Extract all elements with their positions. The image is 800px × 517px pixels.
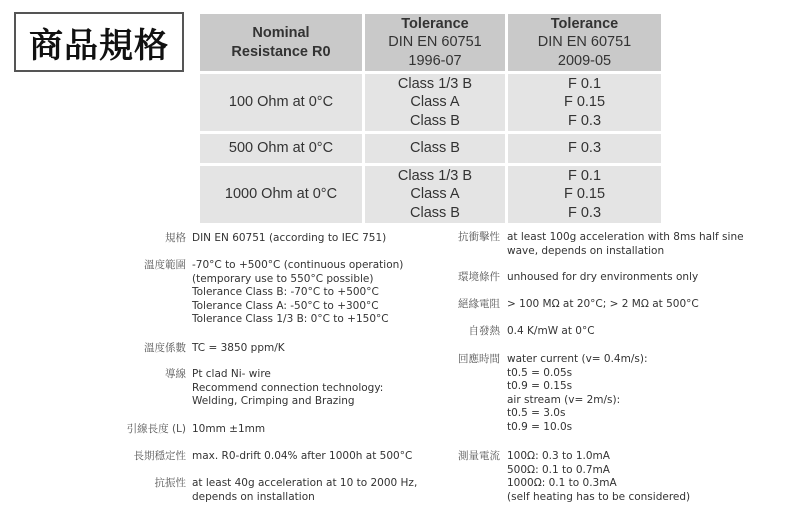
spec-value: water current (v= 0.4m/s): t0.5 = 0.05s t0.9 = 0.15s air stream (v= 2m/s): t0.5 = 3.0s t0.9 = 10.0s: [507, 353, 648, 433]
spec-value: unhoused for dry environments only: [507, 271, 699, 283]
spec-value: DIN EN 60751 (according to IEC 751): [192, 232, 387, 244]
spec-label: 測量電流: [458, 450, 500, 462]
spec-label: 規格: [165, 232, 186, 244]
spec-label: 抗衝擊性: [458, 231, 500, 243]
spec-label: 引線長度 (L): [126, 423, 186, 435]
tolerance-2009-cell: F 0.1 F 0.15 F 0.3: [508, 74, 661, 131]
table-row: [200, 74, 664, 131]
resistance-cell: 1000 Ohm at 0°C: [200, 166, 362, 223]
resistance-tolerance-table: [200, 14, 664, 226]
table-header-row: [200, 14, 664, 71]
spec-label: 回應時間: [458, 353, 500, 365]
spec-value: -70°C to +500°C (continuous operation) (temporary use to 550°C possible) Tolerance Class B: -70°C to +500°C Tolerance Class A: -50°C to +300°C Tolerance Class 1/3 B: 0°C to +150°C: [192, 259, 404, 325]
tolerance-1996-cell: Class B: [365, 134, 505, 163]
tolerance-1996-cell: Class 1/3 B Class A Class B: [365, 166, 505, 223]
spec-label: 溫度範圍: [144, 259, 186, 271]
resistance-cell: 500 Ohm at 0°C: [200, 134, 362, 163]
spec-label: 導線: [165, 368, 186, 380]
tolerance-2009-cell: F 0.3: [508, 134, 661, 163]
spec-value: at least 40g acceleration at 10 to 2000 Hz, depends on installation: [192, 477, 418, 503]
header-tolerance-1996: Tolerance DIN EN 60751 1996-07: [365, 14, 505, 71]
spec-label: 絕緣電阻: [458, 298, 500, 310]
header-tolerance-2009: Tolerance DIN EN 60751 2009-05: [508, 14, 661, 71]
resistance-cell: 100 Ohm at 0°C: [200, 74, 362, 131]
spec-label: 長期穩定性: [133, 450, 186, 462]
spec-value: 0.4 K/mW at 0°C: [507, 325, 595, 337]
spec-value: 100Ω: 0.3 to 1.0mA 500Ω: 0.1 to 0.7mA 1000Ω: 0.1 to 0.3mA (self heating has to be considered): [507, 450, 691, 503]
spec-label: 自發熱: [468, 325, 500, 337]
tolerance-2009-cell: F 0.1 F 0.15 F 0.3: [508, 166, 661, 223]
table-row: [200, 134, 664, 163]
header-nominal-resistance: Nominal Resistance R0: [200, 14, 362, 71]
spec-label: 環境條件: [458, 271, 500, 283]
spec-value: 10mm ±1mm: [192, 423, 266, 435]
spec-value: > 100 MΩ at 20°C; > 2 MΩ at 500°C: [507, 298, 699, 310]
spec-label: 抗振性: [154, 477, 186, 489]
spec-label: 溫度係數: [144, 342, 186, 354]
spec-value: Pt clad Ni- wire Recommend connection technology: Welding, Crimping and Brazing: [192, 368, 384, 407]
page-title: 商品規格: [14, 12, 184, 72]
spec-value: TC = 3850 ppm/K: [192, 342, 285, 354]
tolerance-1996-cell: Class 1/3 B Class A Class B: [365, 74, 505, 131]
spec-value: max. R0-drift 0.04% after 1000h at 500°C: [192, 450, 413, 462]
table-row: [200, 166, 664, 223]
spec-value: at least 100g acceleration with 8ms half sine wave, depends on installation: [507, 231, 744, 257]
